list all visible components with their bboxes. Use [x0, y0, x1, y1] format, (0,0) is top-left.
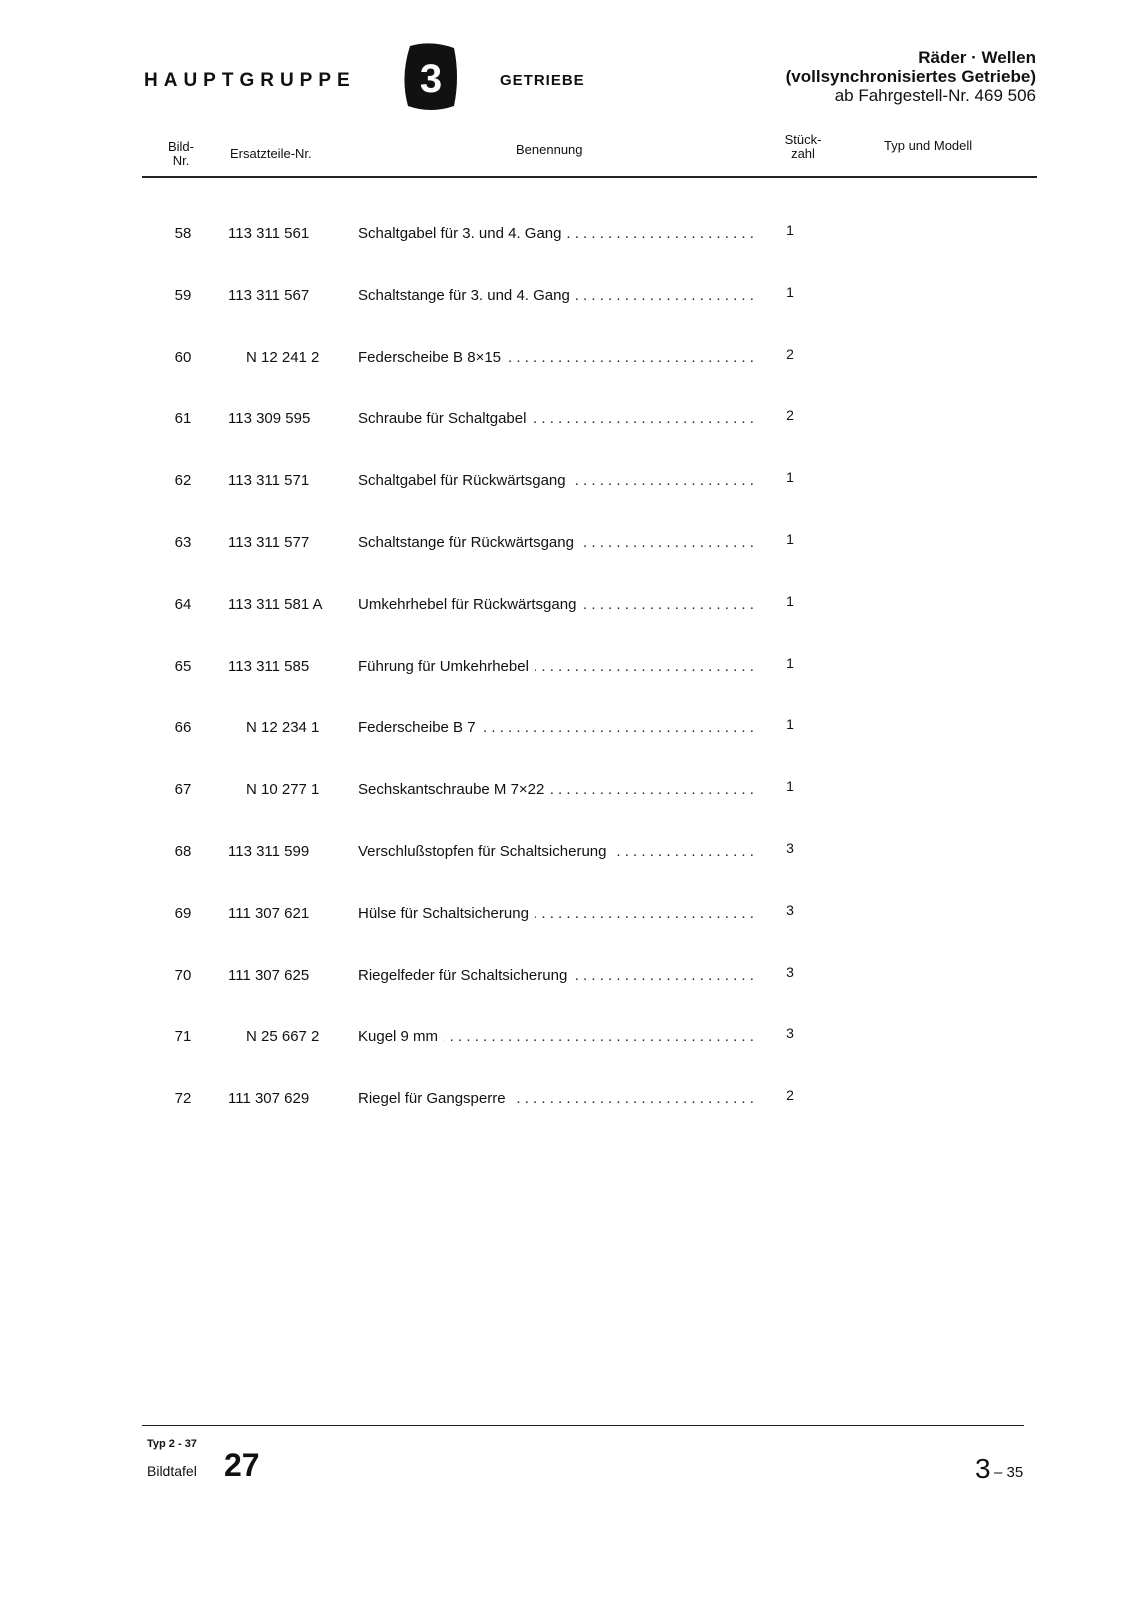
part-name: Verschlußstopfen für Schaltsicherung . . .	[358, 843, 758, 860]
ersatzteil-nr: 111 307 625	[228, 966, 310, 984]
bild-nr: 62	[174, 472, 192, 490]
hauptgruppe-label: HAUPTGRUPPE	[144, 70, 356, 91]
table-row	[150, 1087, 794, 1152]
quantity: 1	[786, 530, 794, 547]
table-row	[150, 283, 794, 349]
parts-list	[150, 222, 794, 1152]
ersatzteil-nr: N 12 241 2	[246, 348, 320, 366]
bildtafel-number: 27	[224, 1447, 260, 1483]
bild-nr: 61	[174, 410, 192, 428]
part-name: Hülse für Schaltsicherung . . .	[358, 905, 758, 922]
bild-nr: 66	[174, 719, 192, 737]
ersatzteil-nr: N 10 277 1	[246, 781, 320, 799]
quantity: 2	[786, 345, 794, 362]
ersatzteil-nr: 113 311 581 A	[228, 595, 323, 613]
page-number: 3	[975, 1453, 991, 1484]
bild-nr: 72	[174, 1090, 192, 1108]
ersatzteil-nr: 111 307 621	[228, 904, 310, 922]
quantity: 1	[786, 469, 794, 486]
subtitle-line-1: Räder · Wellen	[918, 48, 1036, 67]
subtitle-line-2: (vollsynchronisiertes Getriebe)	[785, 67, 1036, 86]
part-name: Führung für Umkehrhebel . . .	[358, 658, 758, 675]
subtitle-line-3: ab Fahrgestell-Nr. 469 506	[834, 86, 1036, 105]
table-row	[150, 654, 794, 720]
bild-nr: 65	[174, 657, 192, 675]
ersatzteil-nr: 111 307 629	[228, 1090, 310, 1108]
column-header-bild-nr: Bild- Nr.	[167, 139, 194, 168]
bild-nr: 69	[174, 904, 192, 922]
part-name: Schaltstange für 3. und 4. Gang . . .	[358, 287, 758, 304]
table-row	[150, 716, 794, 781]
bild-nr: 58	[174, 225, 192, 242]
quantity: 2	[786, 407, 794, 424]
footer-typ: Typ 2 - 37	[147, 1438, 197, 1450]
bild-nr: 60	[174, 348, 192, 366]
quantity: 1	[786, 283, 794, 300]
part-name: Sechskantschraube M 7×22 . . .	[358, 781, 758, 798]
table-row	[150, 1025, 794, 1090]
column-header-stueckzahl: Stück- zahl	[784, 132, 822, 161]
table-row	[150, 839, 794, 905]
quantity: 2	[786, 1087, 794, 1104]
part-name: Riegelfeder für Schaltsicherung . . .	[358, 967, 758, 984]
table-row	[150, 778, 794, 843]
quantity: 3	[786, 1025, 794, 1042]
quantity: 1	[786, 222, 794, 238]
table-row	[150, 222, 794, 287]
ersatzteil-nr: 113 311 585	[228, 657, 310, 675]
part-name: Schaltgabel für 3. und 4. Gang . . .	[358, 225, 758, 242]
ersatzteil-nr: 113 311 599	[228, 842, 310, 860]
table-row	[150, 963, 794, 1029]
section-subtitle	[786, 48, 1036, 105]
column-header-typ-modell: Typ und Modell	[884, 138, 973, 153]
bild-nr: 70	[174, 966, 192, 984]
quantity: 1	[786, 592, 794, 609]
part-name: Schaltgabel für Rückwärtsgang . . .	[358, 472, 758, 489]
ersatzteil-nr: N 12 234 1	[246, 719, 320, 737]
quantity: 3	[786, 839, 794, 856]
footer-rule	[142, 1425, 1024, 1426]
group-number-badge	[404, 42, 458, 112]
bild-nr: 68	[174, 842, 192, 860]
column-header-ersatzteile: Ersatzteile-Nr.	[230, 146, 312, 161]
group-title: GETRIEBE	[500, 72, 585, 89]
ersatzteil-nr: 113 311 561	[228, 225, 310, 242]
table-row	[150, 407, 794, 472]
part-name: Federscheibe B 7 . . .	[358, 719, 758, 736]
table-row	[150, 530, 794, 596]
part-name: Kugel 9 mm . . .	[358, 1028, 758, 1045]
quantity: 1	[786, 778, 794, 795]
part-name: Schraube für Schaltgabel . . .	[358, 410, 758, 427]
ersatzteil-nr: 113 311 577	[228, 533, 310, 551]
part-name: Umkehrhebel für Rückwärtsgang . . .	[358, 596, 758, 613]
bild-nr: 67	[174, 781, 192, 799]
quantity: 1	[786, 716, 794, 733]
page-number-sub: – 35	[994, 1464, 1024, 1481]
ersatzteil-nr: 113 311 571	[228, 472, 310, 490]
bild-nr: 63	[174, 533, 192, 551]
ersatzteil-nr: N 25 667 2	[246, 1028, 320, 1046]
table-row	[150, 901, 794, 967]
table-row	[150, 345, 794, 411]
bildtafel-label: Bildtafel	[147, 1463, 197, 1479]
bild-nr: 64	[174, 595, 192, 613]
bild-nr: 59	[174, 286, 192, 304]
quantity: 1	[786, 654, 794, 671]
ersatzteil-nr: 113 309 595	[228, 410, 311, 428]
quantity: 3	[786, 901, 794, 918]
quantity: 3	[786, 963, 794, 980]
bild-nr: 71	[174, 1028, 192, 1046]
part-name: Schaltstange für Rückwärtsgang . . .	[358, 534, 758, 551]
column-header-benennung: Benennung	[516, 142, 583, 157]
table-row	[150, 469, 794, 534]
part-name: Federscheibe B 8×15 . . .	[358, 349, 758, 366]
group-number: 3	[419, 57, 443, 101]
header-rule	[142, 176, 1037, 178]
table-row	[150, 592, 794, 658]
ersatzteil-nr: 113 311 567	[228, 286, 310, 304]
part-name: Riegel für Gangsperre . . .	[358, 1090, 758, 1107]
